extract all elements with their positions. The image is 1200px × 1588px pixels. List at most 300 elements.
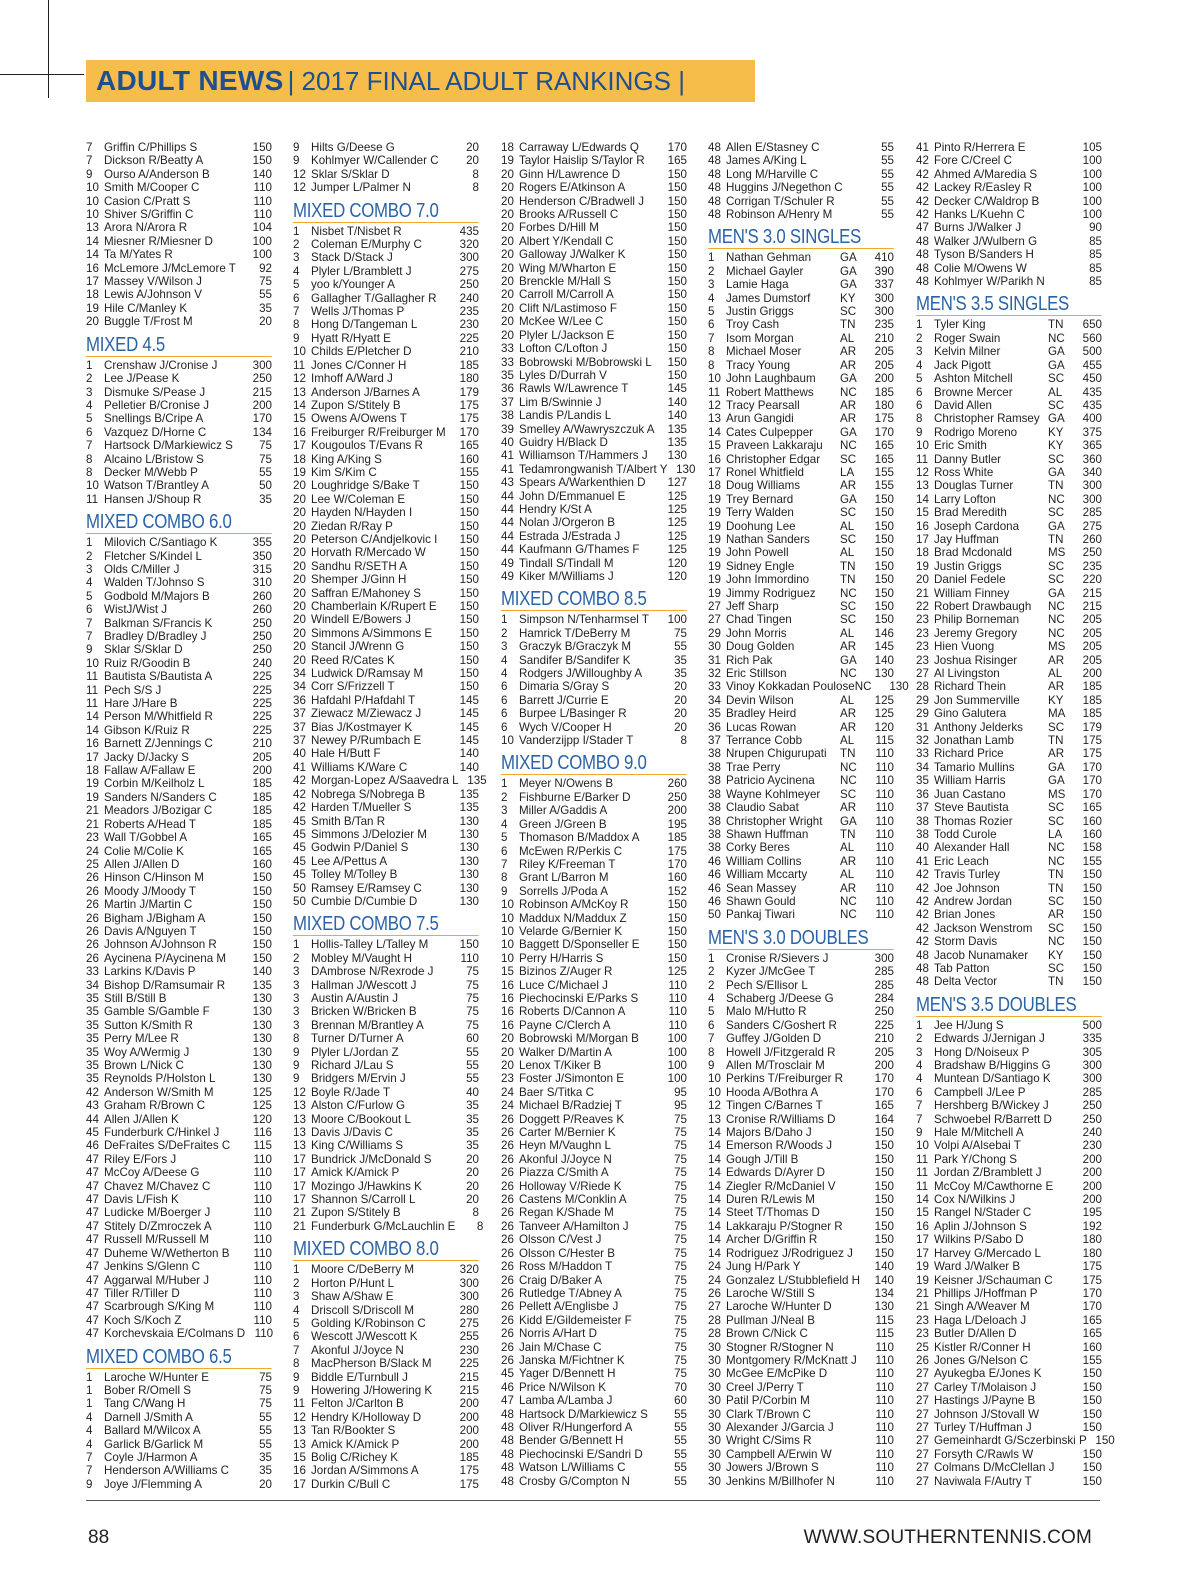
rank: 20 bbox=[293, 532, 306, 546]
state: KY bbox=[1048, 693, 1064, 707]
player-name: Christopher Edgar bbox=[726, 452, 821, 466]
ranking-row bbox=[708, 1434, 894, 1447]
state: AR bbox=[1048, 747, 1065, 761]
player-name: Funderburk G/McLauchlin E bbox=[311, 1219, 456, 1233]
points: 235 bbox=[459, 305, 479, 319]
rank: 9 bbox=[293, 1370, 300, 1384]
player-name: Pullman J/Neal B bbox=[726, 1313, 815, 1327]
points: 55 bbox=[674, 1420, 687, 1434]
player-name: Claudio Sabat bbox=[726, 801, 799, 815]
ranking-row bbox=[501, 557, 687, 570]
player-name: Shaw A/Shaw E bbox=[311, 1290, 394, 1304]
rank: 7 bbox=[86, 1464, 93, 1478]
site-url: WWW.SOUTHERNTENNIS.COM bbox=[803, 1527, 1092, 1548]
rank: 47 bbox=[86, 1260, 99, 1274]
points: 150 bbox=[459, 653, 479, 667]
points: 355 bbox=[252, 536, 272, 550]
ranking-row bbox=[293, 965, 479, 978]
rank: 20 bbox=[501, 328, 514, 342]
rank: 20 bbox=[86, 315, 99, 329]
state: AR bbox=[840, 720, 857, 734]
points: 110 bbox=[253, 1179, 272, 1193]
rank: 42 bbox=[916, 154, 929, 168]
state: SC bbox=[840, 787, 857, 801]
player-name: Vinoy Kokkadan Poulose bbox=[726, 680, 855, 694]
ranking-row bbox=[501, 1381, 687, 1394]
ranking-row bbox=[916, 1367, 1102, 1380]
player-name: Laroche W/Hunter E bbox=[104, 1370, 210, 1384]
state: NC bbox=[840, 774, 857, 788]
rank: 17 bbox=[86, 750, 99, 764]
points: 104 bbox=[252, 221, 272, 235]
points: 180 bbox=[1082, 1246, 1102, 1260]
player-name: Norris A/Hart D bbox=[519, 1327, 597, 1341]
state: GA bbox=[1048, 412, 1065, 426]
rank: 23 bbox=[916, 653, 929, 667]
ranking-row bbox=[501, 667, 687, 680]
rank: 48 bbox=[708, 181, 721, 195]
player-name: Brown L/Nick C bbox=[104, 1059, 184, 1072]
player-name: Velarde G/Bernier K bbox=[519, 924, 623, 938]
ranking-row bbox=[293, 1032, 479, 1045]
points: 35 bbox=[466, 1126, 479, 1140]
points: 110 bbox=[875, 747, 894, 761]
rank: 11 bbox=[293, 1397, 306, 1411]
state: SC bbox=[1048, 506, 1065, 520]
ranking-row bbox=[916, 560, 1102, 573]
rank: 27 bbox=[708, 613, 721, 627]
rank: 19 bbox=[916, 559, 929, 573]
rank: 26 bbox=[501, 1286, 514, 1300]
state: AL bbox=[1048, 667, 1063, 681]
points: 180 bbox=[874, 398, 894, 412]
rankings-column-2 bbox=[293, 141, 487, 1491]
player-name: Lofton C/Lofton J bbox=[519, 342, 608, 356]
ranking-row bbox=[501, 168, 687, 181]
player-name: Aycinena P/Aycinena M bbox=[104, 951, 227, 965]
rank: 2 bbox=[293, 1276, 300, 1290]
points: 250 bbox=[874, 1005, 894, 1019]
ranking-row bbox=[916, 1247, 1102, 1260]
points: 165 bbox=[667, 154, 687, 168]
player-name: David Allen bbox=[934, 398, 993, 412]
rank: 5 bbox=[86, 412, 93, 426]
points: 20 bbox=[259, 1477, 272, 1491]
rank: 45 bbox=[293, 841, 306, 855]
points: 145 bbox=[459, 693, 479, 707]
ranking-row bbox=[86, 898, 272, 911]
rank: 26 bbox=[708, 1286, 721, 1300]
points: 255 bbox=[459, 1330, 479, 1344]
rank: 48 bbox=[708, 208, 721, 222]
ranking-row bbox=[86, 195, 272, 208]
player-name: Korchevskaia E/Colmans D bbox=[104, 1327, 246, 1341]
player-name: Thomas Rozier bbox=[934, 814, 1013, 828]
rank: 19 bbox=[501, 154, 514, 168]
player-name: John Powell bbox=[726, 546, 789, 560]
points: 75 bbox=[674, 1126, 687, 1140]
points: 150 bbox=[459, 559, 479, 573]
player-name: Allen E/Stasney C bbox=[726, 141, 820, 154]
ranking-row bbox=[293, 694, 479, 707]
rank: 17 bbox=[708, 465, 721, 479]
rankings-column-1 bbox=[86, 141, 272, 1491]
player-name: Riley K/Freeman T bbox=[519, 857, 616, 871]
ranking-row bbox=[708, 278, 894, 291]
state: GA bbox=[840, 251, 857, 265]
player-name: Schaberg J/Deese G bbox=[726, 991, 834, 1005]
points: 35 bbox=[259, 492, 272, 506]
ranking-row bbox=[501, 1086, 687, 1099]
ranking-row bbox=[86, 563, 272, 576]
rank: 12 bbox=[708, 398, 721, 412]
player-name: Watson T/Brantley A bbox=[104, 479, 210, 493]
points: 150 bbox=[874, 1126, 894, 1140]
rank: 3 bbox=[293, 1018, 300, 1032]
player-name: Hanks L/Kuehn C bbox=[934, 208, 1025, 222]
points: 150 bbox=[667, 261, 687, 275]
ranking-row bbox=[916, 721, 1102, 734]
points: 158 bbox=[1082, 841, 1102, 855]
points: 230 bbox=[1082, 1139, 1102, 1153]
points: 175 bbox=[1082, 734, 1102, 748]
player-name: Colie M/Colie K bbox=[104, 844, 184, 858]
ranking-row bbox=[501, 1314, 687, 1327]
player-name: Smith M/Cooper C bbox=[104, 181, 200, 195]
player-name: Christopher Wright bbox=[726, 814, 823, 828]
player-name: Sean Massey bbox=[726, 881, 797, 895]
player-name: Sanders C/Goshert R bbox=[726, 1018, 837, 1032]
ranking-row bbox=[86, 439, 272, 452]
points: 110 bbox=[253, 1233, 272, 1247]
player-name: Oliver R/Hungerford A bbox=[519, 1420, 633, 1434]
player-name: William Collins bbox=[726, 854, 802, 868]
points: 215 bbox=[459, 1383, 479, 1397]
player-name: Gino Galutera bbox=[934, 707, 1007, 721]
rank: 21 bbox=[293, 1206, 306, 1220]
rank: 26 bbox=[501, 1340, 514, 1354]
rank: 38 bbox=[708, 841, 721, 855]
ranking-row bbox=[86, 453, 272, 466]
player-name: Garlick B/Garlick M bbox=[104, 1437, 204, 1451]
rank: 7 bbox=[293, 1343, 300, 1357]
player-name: Brian Jones bbox=[934, 908, 996, 922]
rank: 9 bbox=[293, 1045, 300, 1059]
player-name: Kyzer J/McGee T bbox=[726, 965, 816, 979]
points: 300 bbox=[1082, 1059, 1102, 1072]
player-name: Ward J/Walker B bbox=[934, 1260, 1021, 1274]
player-name: Forsyth C/Rawls W bbox=[934, 1447, 1034, 1461]
points: 165 bbox=[874, 1099, 894, 1113]
player-name: Jacky D/Jacky S bbox=[104, 750, 190, 764]
points: 145 bbox=[667, 382, 687, 396]
player-name: Tan R/Bookter S bbox=[311, 1424, 396, 1438]
ranking-row bbox=[86, 221, 272, 234]
rank: 17 bbox=[916, 1233, 929, 1247]
state: NC bbox=[1048, 331, 1065, 345]
rank: 26 bbox=[501, 1166, 514, 1180]
rank: 47 bbox=[86, 1233, 99, 1247]
player-name: Joshua Risinger bbox=[934, 653, 1018, 667]
player-name: Kohlmyer W/Parikh N bbox=[934, 275, 1045, 289]
player-name: McLemore J/McLemore T bbox=[104, 261, 236, 275]
player-name: Johnson J/Stovall W bbox=[934, 1407, 1040, 1421]
ranking-row bbox=[916, 1448, 1102, 1461]
points: 35 bbox=[466, 1112, 479, 1126]
points: 150 bbox=[874, 519, 894, 533]
state: GA bbox=[1048, 760, 1065, 774]
ranking-row bbox=[708, 694, 894, 707]
ranking-row bbox=[293, 479, 479, 492]
player-name: Galloway J/Walker K bbox=[519, 248, 626, 262]
rank: 2 bbox=[916, 331, 923, 345]
rank: 10 bbox=[86, 181, 99, 195]
ranking-row bbox=[916, 587, 1102, 600]
player-name: Smelley A/Wawryszczuk A bbox=[519, 422, 655, 436]
rank: 45 bbox=[501, 1367, 514, 1381]
player-name: Fletcher S/Kindel L bbox=[104, 549, 202, 563]
state: NC bbox=[1048, 613, 1065, 627]
points: 110 bbox=[253, 1273, 272, 1287]
player-name: Tiller R/Tiller D bbox=[104, 1286, 180, 1300]
rank: 14 bbox=[708, 1152, 721, 1166]
ranking-row bbox=[293, 895, 479, 908]
points: 240 bbox=[459, 291, 479, 305]
state: TN bbox=[1048, 532, 1064, 546]
ranking-row bbox=[708, 965, 894, 978]
points: 150 bbox=[459, 613, 479, 627]
ranking-row bbox=[708, 1381, 894, 1394]
rank: 38 bbox=[708, 760, 721, 774]
rank: 48 bbox=[501, 1461, 514, 1475]
points: 125 bbox=[874, 693, 894, 707]
rank: 2 bbox=[501, 626, 508, 640]
rank: 19 bbox=[708, 506, 721, 520]
state: AL bbox=[840, 519, 855, 533]
rank: 30 bbox=[708, 1394, 721, 1408]
rank: 17 bbox=[293, 439, 306, 453]
player-name: Ta M/Yates R bbox=[104, 248, 173, 262]
rank: 3 bbox=[293, 1005, 300, 1019]
ranking-row bbox=[293, 654, 479, 667]
rank: 25 bbox=[86, 857, 99, 871]
rank: 26 bbox=[501, 1313, 514, 1327]
rank: 30 bbox=[708, 1367, 721, 1381]
rank: 9 bbox=[916, 1126, 923, 1140]
player-name: Payne C/Clerch A bbox=[519, 1018, 611, 1032]
ranking-row bbox=[916, 1046, 1102, 1059]
player-name: Doggett P/Reaves K bbox=[519, 1112, 625, 1126]
points: 200 bbox=[459, 1397, 479, 1411]
points: 145 bbox=[459, 707, 479, 721]
player-name: Meadors J/Bozigar C bbox=[104, 804, 213, 818]
player-name: William Harris bbox=[934, 774, 1006, 788]
player-name: Peterson C/Andjelkovic I bbox=[311, 532, 438, 546]
rank: 41 bbox=[293, 760, 306, 774]
ranking-row bbox=[708, 613, 894, 626]
rank: 45 bbox=[293, 827, 306, 841]
player-name: Bizinos Z/Auger R bbox=[519, 965, 613, 979]
rank: 9 bbox=[293, 141, 300, 154]
points: 205 bbox=[874, 358, 894, 372]
rank: 33 bbox=[86, 965, 99, 979]
points: 150 bbox=[459, 586, 479, 600]
points: 150 bbox=[667, 167, 687, 181]
points: 185 bbox=[874, 385, 894, 399]
points: 130 bbox=[459, 827, 479, 841]
rank: 37 bbox=[293, 707, 306, 721]
page-number: 88 bbox=[88, 1527, 110, 1548]
points: 110 bbox=[875, 1461, 894, 1475]
points: 140 bbox=[252, 965, 272, 979]
player-name: Chavez M/Chavez C bbox=[104, 1179, 211, 1193]
ranking-row bbox=[501, 1233, 687, 1246]
rank: 48 bbox=[708, 154, 721, 168]
state: SC bbox=[1048, 801, 1065, 815]
points: 435 bbox=[1082, 398, 1102, 412]
ranking-row bbox=[708, 1327, 894, 1340]
rank: 36 bbox=[293, 693, 306, 707]
ranking-row bbox=[708, 882, 894, 895]
player-name: Snellings B/Cripe A bbox=[104, 412, 204, 426]
ranking-row bbox=[916, 399, 1102, 412]
player-name: Spears A/Warkenthien D bbox=[519, 476, 646, 490]
points: 240 bbox=[252, 656, 272, 670]
rank: 6 bbox=[916, 398, 923, 412]
rank: 26 bbox=[86, 898, 99, 912]
points: 195 bbox=[667, 817, 687, 831]
rank: 24 bbox=[708, 1260, 721, 1274]
rank: 26 bbox=[501, 1206, 514, 1220]
state: NC bbox=[1048, 492, 1065, 506]
player-name: King C/Williams S bbox=[311, 1139, 404, 1153]
points: 150 bbox=[874, 1152, 894, 1166]
points: 260 bbox=[252, 589, 272, 603]
ranking-row bbox=[86, 1451, 272, 1464]
state: AR bbox=[840, 412, 857, 426]
player-name: Hafdahl P/Hafdahl T bbox=[311, 693, 416, 707]
points: 75 bbox=[674, 1193, 687, 1207]
ranking-row bbox=[501, 1287, 687, 1300]
state: GA bbox=[1048, 465, 1065, 479]
player-name: Rodrigo Moreno bbox=[934, 425, 1018, 439]
ranking-row bbox=[293, 627, 479, 640]
rank: 41 bbox=[916, 141, 929, 154]
ranking-row bbox=[293, 1153, 479, 1166]
player-name: Al Livingston bbox=[934, 667, 1000, 681]
ranking-row bbox=[293, 1424, 479, 1437]
rank: 48 bbox=[916, 248, 929, 262]
ranking-row bbox=[916, 1059, 1102, 1072]
ranking-row bbox=[501, 613, 687, 626]
points: 315 bbox=[252, 562, 272, 576]
rank: 27 bbox=[916, 1367, 929, 1381]
rank: 5 bbox=[708, 1005, 715, 1019]
rank: 42 bbox=[916, 908, 929, 922]
rank: 3 bbox=[501, 804, 508, 818]
rank: 20 bbox=[501, 301, 514, 315]
rank: 13 bbox=[293, 1099, 306, 1113]
rank: 15 bbox=[916, 1206, 929, 1220]
rank: 10 bbox=[501, 951, 514, 965]
points: 125 bbox=[667, 965, 687, 979]
ranking-row bbox=[86, 1287, 272, 1300]
rank: 4 bbox=[86, 1410, 93, 1424]
player-name: Long M/Harville C bbox=[726, 167, 819, 181]
ranking-row bbox=[708, 412, 894, 425]
state: TN bbox=[1048, 479, 1064, 493]
points: 250 bbox=[252, 630, 272, 643]
player-name: Duheme W/Wetherton B bbox=[104, 1246, 230, 1260]
rank: 47 bbox=[86, 1313, 99, 1327]
points: 105 bbox=[1082, 141, 1102, 154]
rankings-column-4 bbox=[708, 141, 909, 1488]
ranking-row bbox=[86, 302, 272, 315]
rank: 29 bbox=[916, 707, 929, 721]
rank: 18 bbox=[708, 479, 721, 493]
rank: 30 bbox=[708, 1380, 721, 1394]
section-heading: MEN'S 3.0 SINGLES bbox=[708, 226, 894, 249]
points: 120 bbox=[667, 570, 687, 583]
points: 200 bbox=[1082, 1166, 1102, 1180]
player-name: Michael B/Radziej T bbox=[519, 1099, 622, 1113]
rank: 17 bbox=[293, 1193, 306, 1207]
rank: 27 bbox=[708, 600, 721, 613]
player-name: Joe Johnson bbox=[934, 881, 1000, 895]
rank: 48 bbox=[916, 948, 929, 962]
ranking-row bbox=[86, 359, 272, 372]
player-name: Jung H/Park Y bbox=[726, 1260, 801, 1274]
player-name: Harden T/Mueller S bbox=[311, 801, 412, 815]
rank: 20 bbox=[501, 1032, 514, 1046]
ranking-row bbox=[501, 1327, 687, 1340]
points: 130 bbox=[667, 449, 687, 463]
player-name: Russell M/Russell M bbox=[104, 1233, 210, 1247]
rank: 9 bbox=[293, 1059, 300, 1072]
ranking-row bbox=[708, 640, 894, 653]
rank: 33 bbox=[501, 355, 514, 369]
ranking-row bbox=[708, 908, 894, 921]
points: 85 bbox=[1089, 248, 1102, 262]
state: AL bbox=[840, 868, 855, 882]
ranking-row bbox=[708, 546, 894, 559]
rank: 26 bbox=[501, 1233, 514, 1247]
player-name: Stancil J/Wrenn G bbox=[311, 640, 405, 654]
rank: 18 bbox=[293, 452, 306, 466]
player-name: Walden T/Johnso S bbox=[104, 576, 205, 590]
player-name: Patricio Aycinena bbox=[726, 774, 815, 788]
points: 130 bbox=[676, 462, 696, 476]
player-name: Wayne Kohlmeyer bbox=[726, 787, 821, 801]
player-name: Kistler R/Conner H bbox=[934, 1340, 1031, 1354]
points: 310 bbox=[252, 576, 272, 590]
player-name: Zupon S/Stitely B bbox=[311, 1206, 401, 1220]
player-name: Wych V/Cooper H bbox=[519, 720, 612, 734]
points: 140 bbox=[874, 653, 894, 667]
rank: 8 bbox=[708, 345, 715, 359]
player-name: Duren R/Lewis M bbox=[726, 1193, 815, 1207]
player-name: Roberts D/Cannon A bbox=[519, 1005, 626, 1019]
rank: 11 bbox=[86, 697, 99, 711]
points: 145 bbox=[874, 640, 894, 654]
rank: 34 bbox=[293, 680, 306, 694]
player-name: Balkman S/Francis K bbox=[104, 616, 213, 630]
player-name: Jenkins S/Glenn C bbox=[104, 1260, 201, 1274]
rank: 9 bbox=[708, 1059, 715, 1072]
ranking-row bbox=[293, 788, 479, 801]
points: 130 bbox=[252, 991, 272, 1005]
points: 260 bbox=[252, 603, 272, 617]
